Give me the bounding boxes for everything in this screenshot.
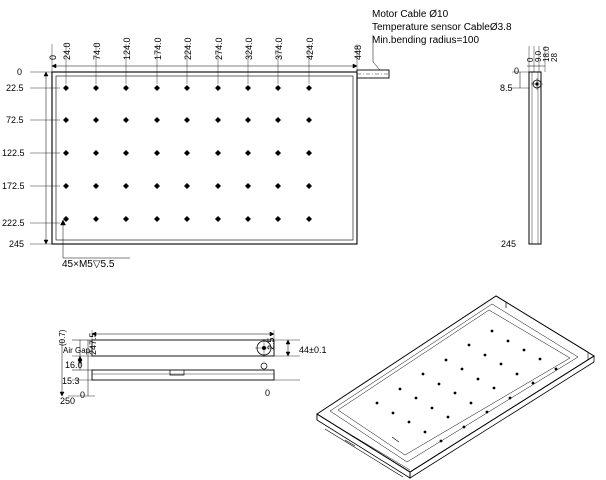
section-dim-16: 16.0 xyxy=(65,360,83,370)
section-dim-44: 44±0.1 xyxy=(299,345,327,355)
air-gap-label: Air Gap xyxy=(63,346,91,355)
front-left-dim-222_5: 222.5 xyxy=(2,218,25,228)
note-motor-cable: Motor Cable Ø10 xyxy=(372,9,449,20)
note-bending-radius: Min.bending radius=100 xyxy=(372,35,480,46)
side-top-dim-0: 0 xyxy=(526,57,535,62)
front-left-dim-122_5: 122.5 xyxy=(2,148,25,158)
front-top-dim-324: 324.0 xyxy=(244,37,254,60)
side-bottom-dim-245: 245 xyxy=(501,239,517,249)
front-left-dim-245: 245 xyxy=(9,239,25,249)
front-left-dim-22_5: 22.5 xyxy=(6,83,24,93)
front-top-dim-224: 224.0 xyxy=(183,37,193,60)
front-top-dim-448: 448 xyxy=(353,44,363,60)
front-top-dim-274: 274.0 xyxy=(214,37,224,60)
front-left-dim-0: 0 xyxy=(17,67,23,77)
front-left-dim-72_5: 72.5 xyxy=(6,115,24,125)
side-top-dim-18: 18.0 xyxy=(542,46,551,62)
side-left-dim-8_5: 8.5 xyxy=(500,83,513,93)
front-top-dim-124: 124.0 xyxy=(122,37,132,60)
section-dim-0: 0 xyxy=(80,390,86,400)
front-top-dim-74: 74.0 xyxy=(92,42,102,60)
front-top-dim-424: 424.0 xyxy=(305,37,315,60)
front-top-dim-174: 174.0 xyxy=(153,37,163,60)
section-dim-250: 250 xyxy=(60,396,76,406)
section-dim-2_5: 2.5 xyxy=(266,337,276,350)
side-top-dim-28: 28 xyxy=(550,53,559,62)
side-left-dim-0: 0 xyxy=(514,66,520,76)
front-top-dim-24: 24.0 xyxy=(62,42,72,60)
section-dim-zero-right: 0 xyxy=(265,388,271,398)
section-dim-15_3: 15.3 xyxy=(62,376,80,386)
section-length-dim: 247.5 xyxy=(88,332,98,355)
air-gap-value: (0.7) xyxy=(58,329,67,346)
hole-callout: 45×M5▽5.5 xyxy=(62,259,115,270)
front-left-dim-172_5: 172.5 xyxy=(2,181,25,191)
side-top-dim-9: 9.0 xyxy=(534,50,543,62)
front-top-dim-374: 374.0 xyxy=(274,37,284,60)
note-temp-sensor-cable: Temperature sensor CableØ3.8 xyxy=(372,22,512,33)
front-top-dim-0: 0 xyxy=(48,54,58,60)
